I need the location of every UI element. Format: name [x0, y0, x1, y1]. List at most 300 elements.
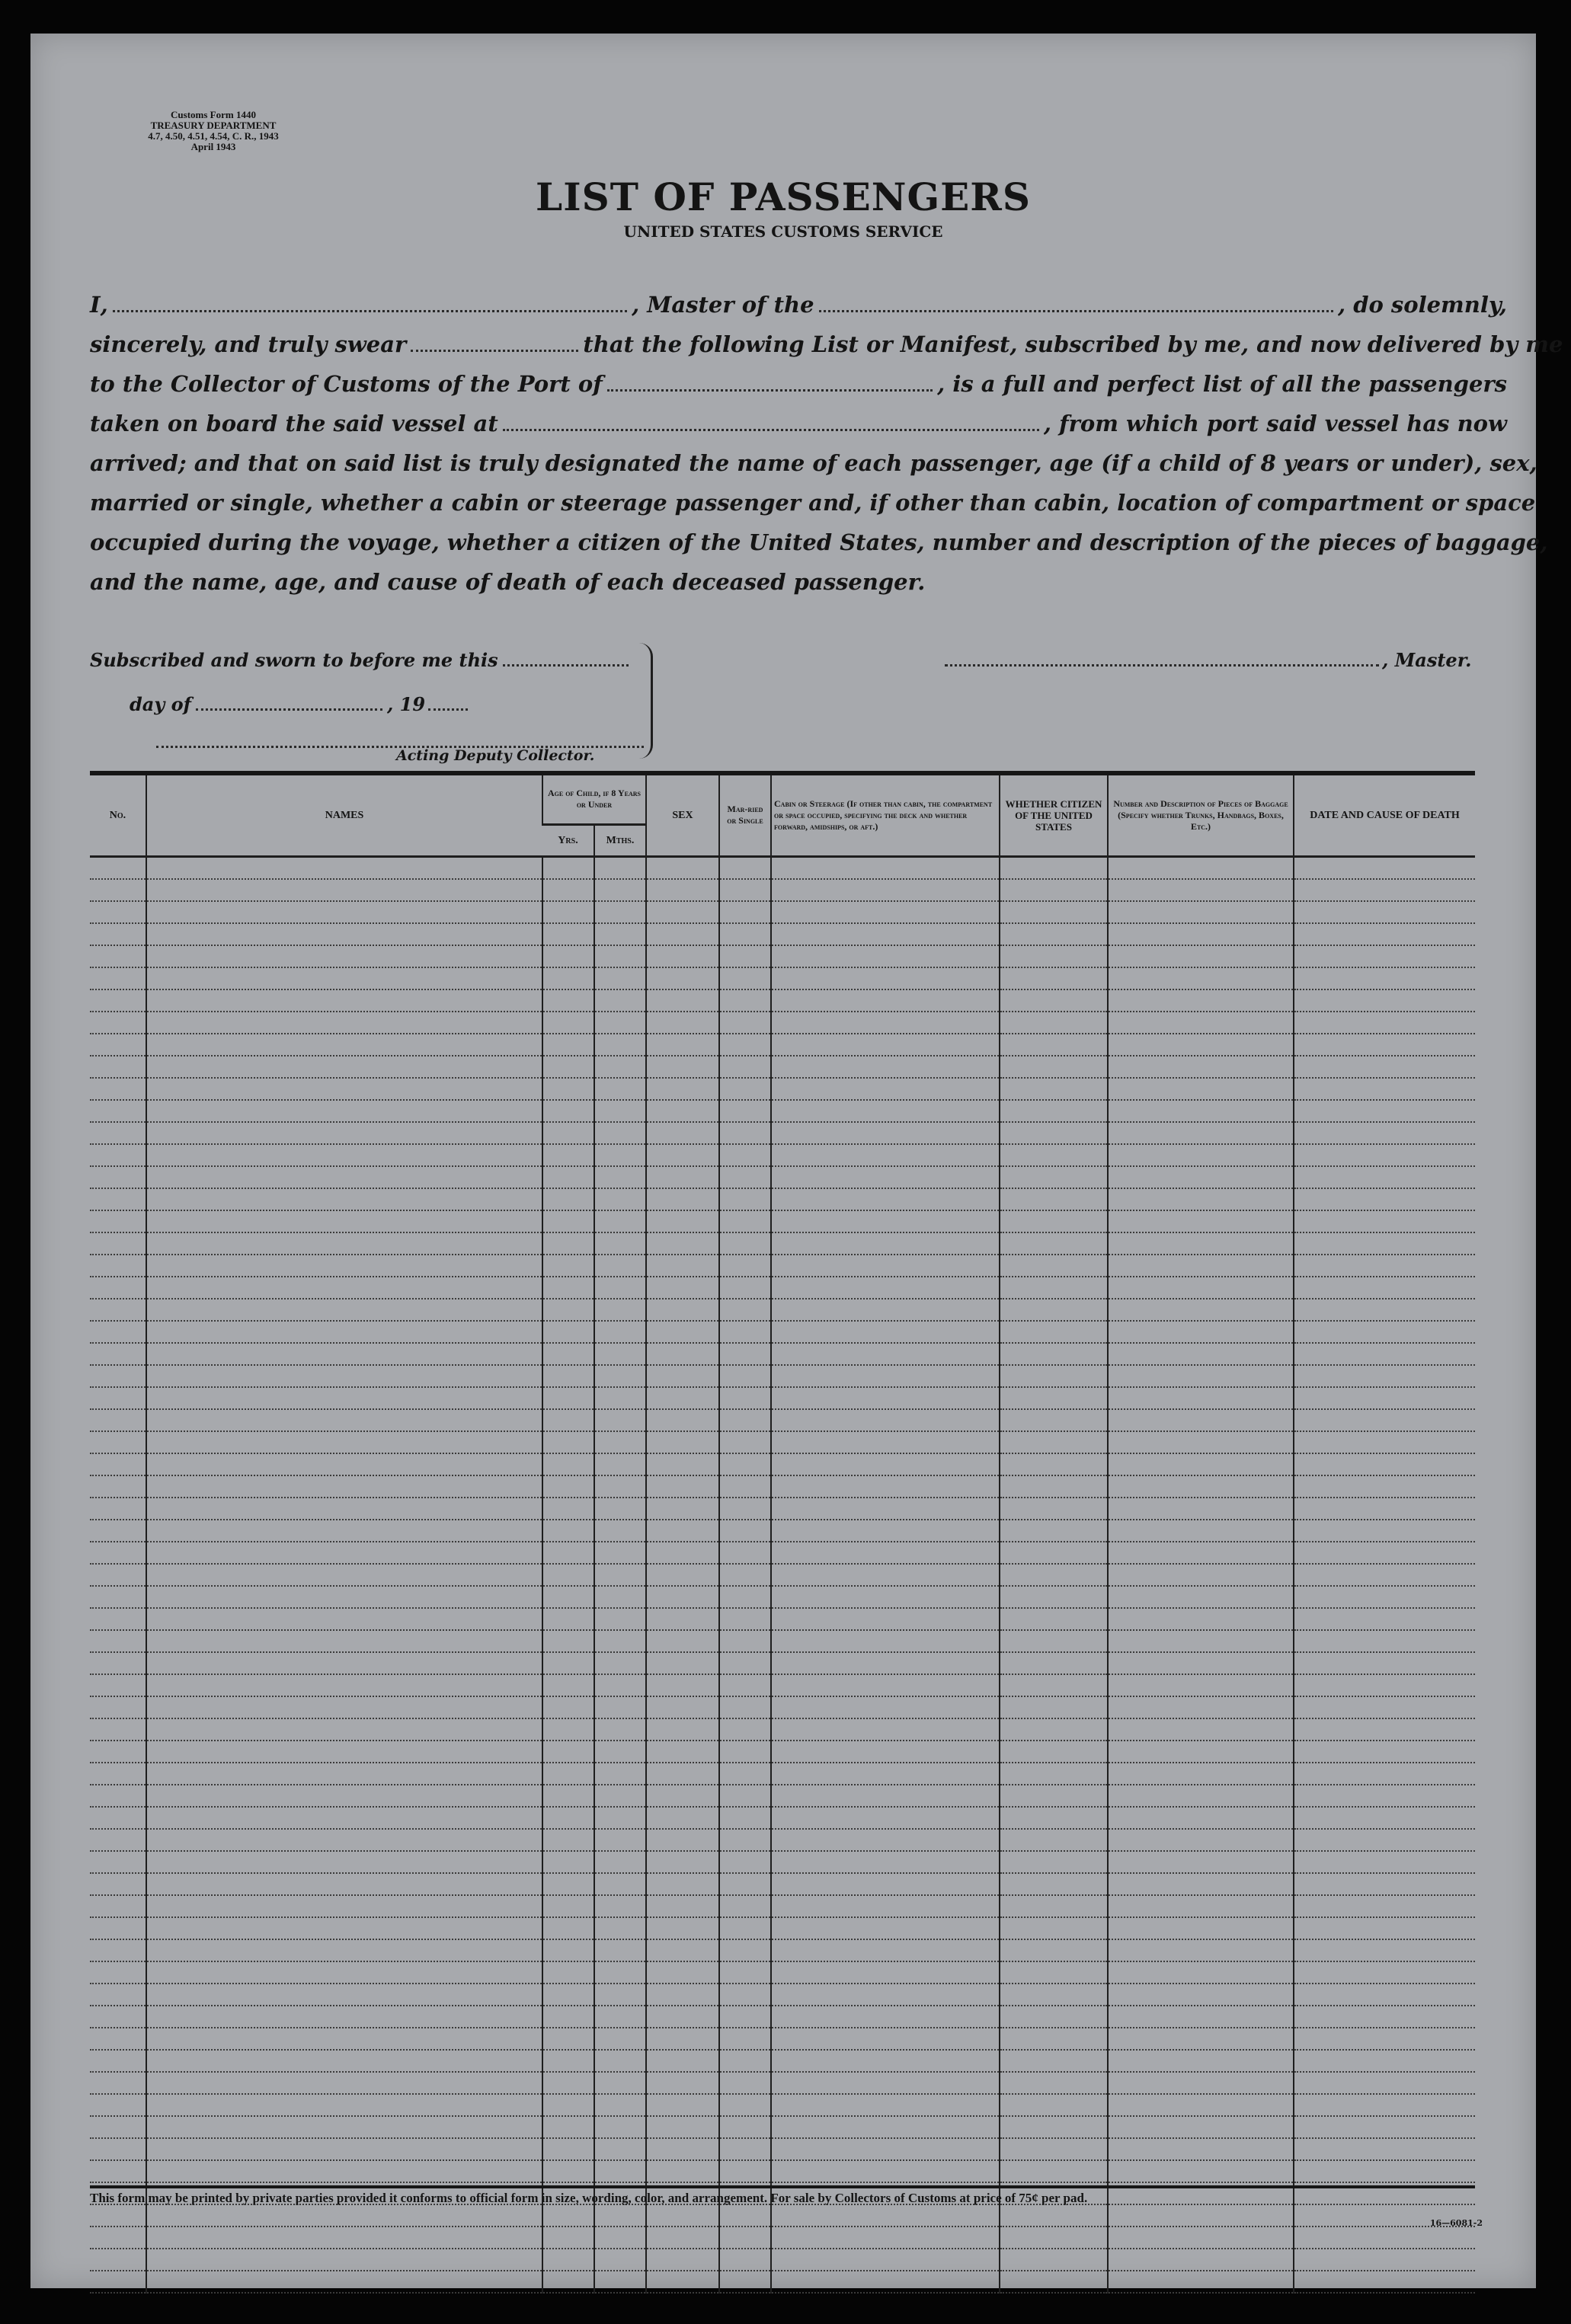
table-cell[interactable] — [146, 2094, 542, 2116]
table-cell[interactable] — [90, 1586, 146, 1608]
table-cell[interactable] — [1294, 1718, 1475, 1741]
table-cell[interactable] — [90, 1630, 146, 1652]
table-cell[interactable] — [1294, 1917, 1475, 1939]
table-cell[interactable] — [594, 1939, 646, 1961]
table-cell[interactable] — [719, 1321, 771, 1343]
table-cell[interactable] — [146, 1564, 542, 1586]
table-cell[interactable] — [146, 1409, 542, 1431]
table-cell[interactable] — [719, 1961, 771, 1984]
table-cell[interactable] — [90, 1277, 146, 1299]
table-cell[interactable] — [646, 1895, 719, 1917]
table-cell[interactable] — [646, 1741, 719, 1763]
table-cell[interactable] — [719, 1851, 771, 1873]
table-cell[interactable] — [90, 1520, 146, 1542]
table-cell[interactable] — [719, 1144, 771, 1166]
table-cell[interactable] — [771, 1873, 1000, 1895]
table-cell[interactable] — [146, 1961, 542, 1984]
table-cell[interactable] — [594, 1961, 646, 1984]
table-cell[interactable] — [90, 1674, 146, 1696]
table-cell[interactable] — [90, 1608, 146, 1630]
table-cell[interactable] — [771, 1475, 1000, 1498]
table-cell[interactable] — [146, 2116, 542, 2138]
table-cell[interactable] — [1108, 945, 1294, 967]
table-cell[interactable] — [1000, 2160, 1108, 2182]
table-cell[interactable] — [146, 1321, 542, 1343]
table-cell[interactable] — [1108, 1652, 1294, 1674]
table-cell[interactable] — [1294, 1343, 1475, 1365]
table-cell[interactable] — [594, 1387, 646, 1409]
table-cell[interactable] — [594, 1232, 646, 1255]
table-cell[interactable] — [542, 1984, 594, 2006]
table-cell[interactable] — [594, 2160, 646, 2182]
table-cell[interactable] — [719, 1984, 771, 2006]
table-cell[interactable] — [594, 1917, 646, 1939]
table-cell[interactable] — [146, 1166, 542, 1188]
table-cell[interactable] — [1294, 1785, 1475, 1807]
table-cell[interactable] — [146, 1608, 542, 1630]
table-cell[interactable] — [719, 1542, 771, 1564]
table-cell[interactable] — [1000, 1674, 1108, 1696]
table-cell[interactable] — [146, 1078, 542, 1100]
table-cell[interactable] — [719, 1034, 771, 1056]
table-cell[interactable] — [771, 1763, 1000, 1785]
table-cell[interactable] — [146, 1829, 542, 1851]
table-cell[interactable] — [771, 1807, 1000, 1829]
table-cell[interactable] — [646, 1453, 719, 1475]
table-cell[interactable] — [146, 1387, 542, 1409]
table-cell[interactable] — [771, 1232, 1000, 1255]
table-cell[interactable] — [771, 2204, 1000, 2227]
table-cell[interactable] — [719, 879, 771, 901]
table-cell[interactable] — [646, 856, 719, 879]
table-cell[interactable] — [1294, 879, 1475, 901]
table-cell[interactable] — [90, 1453, 146, 1475]
table-cell[interactable] — [771, 1718, 1000, 1741]
table-cell[interactable] — [1000, 1056, 1108, 1078]
table-cell[interactable] — [594, 1299, 646, 1321]
table-cell[interactable] — [594, 1696, 646, 1718]
table-cell[interactable] — [646, 1851, 719, 1873]
table-cell[interactable] — [719, 1299, 771, 1321]
table-cell[interactable] — [90, 989, 146, 1012]
table-cell[interactable] — [771, 1520, 1000, 1542]
table-cell[interactable] — [1000, 1939, 1108, 1961]
table-cell[interactable] — [1294, 1056, 1475, 1078]
table-cell[interactable] — [1108, 1255, 1294, 1277]
table-cell[interactable] — [646, 1630, 719, 1652]
table-cell[interactable] — [719, 1520, 771, 1542]
table-cell[interactable] — [90, 1255, 146, 1277]
table-cell[interactable] — [719, 1807, 771, 1829]
table-cell[interactable] — [542, 1078, 594, 1100]
table-cell[interactable] — [646, 1277, 719, 1299]
table-cell[interactable] — [542, 1939, 594, 1961]
table-cell[interactable] — [1000, 1387, 1108, 1409]
table-cell[interactable] — [1000, 1453, 1108, 1475]
table-cell[interactable] — [646, 1034, 719, 1056]
table-cell[interactable] — [1000, 2204, 1108, 2227]
table-cell[interactable] — [646, 1210, 719, 1232]
table-cell[interactable] — [594, 2249, 646, 2271]
table-cell[interactable] — [90, 2116, 146, 2138]
table-cell[interactable] — [1294, 1277, 1475, 1299]
table-cell[interactable] — [542, 2072, 594, 2094]
table-cell[interactable] — [771, 1829, 1000, 1851]
table-cell[interactable] — [646, 1807, 719, 1829]
table-cell[interactable] — [771, 1542, 1000, 1564]
table-cell[interactable] — [1000, 989, 1108, 1012]
table-cell[interactable] — [146, 901, 542, 923]
table-cell[interactable] — [719, 2116, 771, 2138]
table-cell[interactable] — [542, 1807, 594, 1829]
table-cell[interactable] — [90, 1763, 146, 1785]
table-cell[interactable] — [1000, 1917, 1108, 1939]
table-cell[interactable] — [146, 1365, 542, 1387]
table-cell[interactable] — [646, 1299, 719, 1321]
table-cell[interactable] — [542, 1277, 594, 1299]
table-cell[interactable] — [719, 2028, 771, 2050]
table-cell[interactable] — [594, 1365, 646, 1387]
table-cell[interactable] — [542, 2028, 594, 2050]
table-cell[interactable] — [646, 1984, 719, 2006]
table-cell[interactable] — [646, 2116, 719, 2138]
table-cell[interactable] — [146, 2138, 542, 2160]
table-cell[interactable] — [1294, 1210, 1475, 1232]
table-cell[interactable] — [1108, 2271, 1294, 2293]
table-cell[interactable] — [646, 1763, 719, 1785]
table-cell[interactable] — [542, 1608, 594, 1630]
table-cell[interactable] — [90, 2204, 146, 2227]
table-cell[interactable] — [719, 1873, 771, 1895]
table-cell[interactable] — [771, 2116, 1000, 2138]
table-cell[interactable] — [1000, 1652, 1108, 1674]
table-cell[interactable] — [771, 901, 1000, 923]
table-cell[interactable] — [542, 1100, 594, 1122]
table-cell[interactable] — [771, 1984, 1000, 2006]
table-cell[interactable] — [1000, 1630, 1108, 1652]
table-cell[interactable] — [90, 1056, 146, 1078]
table-cell[interactable] — [1294, 1012, 1475, 1034]
port-field[interactable] — [607, 374, 933, 392]
table-cell[interactable] — [1294, 2072, 1475, 2094]
table-cell[interactable] — [771, 1586, 1000, 1608]
table-cell[interactable] — [146, 923, 542, 945]
table-cell[interactable] — [146, 1520, 542, 1542]
table-cell[interactable] — [542, 2094, 594, 2116]
table-cell[interactable] — [719, 1895, 771, 1917]
table-cell[interactable] — [1294, 2227, 1475, 2249]
table-cell[interactable] — [542, 2160, 594, 2182]
table-cell[interactable] — [1000, 967, 1108, 989]
table-cell[interactable] — [1108, 1696, 1294, 1718]
table-cell[interactable] — [771, 1299, 1000, 1321]
table-cell[interactable] — [771, 2028, 1000, 2050]
table-cell[interactable] — [542, 1696, 594, 1718]
table-cell[interactable] — [1108, 1409, 1294, 1431]
table-cell[interactable] — [1108, 1542, 1294, 1564]
table-cell[interactable] — [1000, 1741, 1108, 1763]
table-cell[interactable] — [1000, 901, 1108, 923]
table-cell[interactable] — [1000, 2028, 1108, 2050]
table-cell[interactable] — [719, 1564, 771, 1586]
table-cell[interactable] — [594, 1718, 646, 1741]
table-cell[interactable] — [771, 2271, 1000, 2293]
table-cell[interactable] — [771, 1851, 1000, 1873]
table-cell[interactable] — [719, 1409, 771, 1431]
table-cell[interactable] — [594, 1542, 646, 1564]
table-cell[interactable] — [1294, 1873, 1475, 1895]
table-cell[interactable] — [146, 1917, 542, 1939]
table-cell[interactable] — [771, 1012, 1000, 1034]
table-cell[interactable] — [1000, 2094, 1108, 2116]
table-cell[interactable] — [542, 1232, 594, 1255]
table-cell[interactable] — [90, 1012, 146, 1034]
table-cell[interactable] — [1108, 1763, 1294, 1785]
table-cell[interactable] — [90, 2006, 146, 2028]
table-cell[interactable] — [146, 1630, 542, 1652]
table-cell[interactable] — [1108, 1431, 1294, 1453]
table-cell[interactable] — [90, 1851, 146, 1873]
table-cell[interactable] — [771, 1961, 1000, 1984]
table-cell[interactable] — [146, 1807, 542, 1829]
table-cell[interactable] — [594, 1210, 646, 1232]
table-cell[interactable] — [594, 989, 646, 1012]
table-cell[interactable] — [1108, 2050, 1294, 2072]
table-cell[interactable] — [771, 1321, 1000, 1343]
table-cell[interactable] — [90, 1652, 146, 1674]
table-cell[interactable] — [542, 879, 594, 901]
table-cell[interactable] — [90, 1365, 146, 1387]
table-cell[interactable] — [146, 2271, 542, 2293]
table-cell[interactable] — [1294, 2160, 1475, 2182]
table-cell[interactable] — [90, 1409, 146, 1431]
month-field[interactable] — [196, 693, 382, 711]
master-name-field[interactable] — [113, 295, 627, 312]
table-cell[interactable] — [594, 1741, 646, 1763]
table-cell[interactable] — [542, 1829, 594, 1851]
table-cell[interactable] — [646, 1475, 719, 1498]
table-cell[interactable] — [1294, 1520, 1475, 1542]
table-cell[interactable] — [1294, 2116, 1475, 2138]
table-cell[interactable] — [1294, 967, 1475, 989]
table-cell[interactable] — [1294, 1763, 1475, 1785]
table-cell[interactable] — [719, 2072, 771, 2094]
table-cell[interactable] — [646, 2072, 719, 2094]
table-cell[interactable] — [1108, 989, 1294, 1012]
table-cell[interactable] — [719, 2138, 771, 2160]
table-cell[interactable] — [594, 1034, 646, 1056]
table-cell[interactable] — [1294, 1122, 1475, 1144]
table-cell[interactable] — [90, 1873, 146, 1895]
table-cell[interactable] — [90, 879, 146, 901]
table-cell[interactable] — [90, 2138, 146, 2160]
table-cell[interactable] — [594, 1652, 646, 1674]
table-cell[interactable] — [542, 1321, 594, 1343]
table-cell[interactable] — [719, 2227, 771, 2249]
table-cell[interactable] — [771, 2249, 1000, 2271]
table-cell[interactable] — [771, 2138, 1000, 2160]
table-cell[interactable] — [90, 2028, 146, 2050]
table-cell[interactable] — [146, 1453, 542, 1475]
table-cell[interactable] — [146, 1210, 542, 1232]
table-cell[interactable] — [1000, 1542, 1108, 1564]
table-cell[interactable] — [594, 1343, 646, 1365]
table-cell[interactable] — [146, 1873, 542, 1895]
table-cell[interactable] — [1294, 1100, 1475, 1122]
table-cell[interactable] — [542, 2050, 594, 2072]
table-cell[interactable] — [719, 1232, 771, 1255]
table-cell[interactable] — [719, 2006, 771, 2028]
table-cell[interactable] — [771, 989, 1000, 1012]
table-cell[interactable] — [646, 2138, 719, 2160]
table-cell[interactable] — [146, 2072, 542, 2094]
table-cell[interactable] — [594, 2271, 646, 2293]
table-cell[interactable] — [1108, 1343, 1294, 1365]
table-cell[interactable] — [90, 967, 146, 989]
table-cell[interactable] — [542, 1144, 594, 1166]
table-cell[interactable] — [1294, 1939, 1475, 1961]
table-cell[interactable] — [1108, 2028, 1294, 2050]
table-cell[interactable] — [646, 1608, 719, 1630]
table-cell[interactable] — [542, 1520, 594, 1542]
table-cell[interactable] — [542, 1895, 594, 1917]
table-cell[interactable] — [1000, 1807, 1108, 1829]
table-cell[interactable] — [771, 1674, 1000, 1696]
table-cell[interactable] — [594, 1277, 646, 1299]
table-cell[interactable] — [146, 2006, 542, 2028]
table-cell[interactable] — [646, 1652, 719, 1674]
table-cell[interactable] — [146, 1939, 542, 1961]
table-cell[interactable] — [719, 1100, 771, 1122]
table-cell[interactable] — [542, 1056, 594, 1078]
table-cell[interactable] — [771, 879, 1000, 901]
table-cell[interactable] — [1000, 1144, 1108, 1166]
table-cell[interactable] — [1294, 1365, 1475, 1387]
table-cell[interactable] — [1108, 1188, 1294, 1210]
table-cell[interactable] — [646, 1100, 719, 1122]
table-cell[interactable] — [1108, 856, 1294, 879]
table-cell[interactable] — [90, 945, 146, 967]
table-cell[interactable] — [1294, 1255, 1475, 1277]
table-cell[interactable] — [719, 1763, 771, 1785]
table-cell[interactable] — [542, 901, 594, 923]
table-cell[interactable] — [646, 1917, 719, 1939]
table-cell[interactable] — [594, 1895, 646, 1917]
table-cell[interactable] — [646, 879, 719, 901]
table-cell[interactable] — [146, 1299, 542, 1321]
table-cell[interactable] — [1000, 1034, 1108, 1056]
table-cell[interactable] — [1108, 901, 1294, 923]
table-cell[interactable] — [1108, 1387, 1294, 1409]
table-cell[interactable] — [146, 1475, 542, 1498]
table-cell[interactable] — [1000, 1343, 1108, 1365]
table-cell[interactable] — [594, 2006, 646, 2028]
table-cell[interactable] — [594, 1564, 646, 1586]
table-cell[interactable] — [719, 2050, 771, 2072]
table-cell[interactable] — [646, 2249, 719, 2271]
table-cell[interactable] — [646, 2094, 719, 2116]
table-cell[interactable] — [1000, 1166, 1108, 1188]
table-cell[interactable] — [1294, 1034, 1475, 1056]
table-cell[interactable] — [542, 1785, 594, 1807]
table-cell[interactable] — [90, 2094, 146, 2116]
table-cell[interactable] — [146, 1741, 542, 1763]
table-cell[interactable] — [594, 1807, 646, 1829]
table-cell[interactable] — [542, 2116, 594, 2138]
table-cell[interactable] — [719, 1829, 771, 1851]
table-cell[interactable] — [1294, 1608, 1475, 1630]
table-cell[interactable] — [594, 1078, 646, 1100]
table-cell[interactable] — [542, 2006, 594, 2028]
table-cell[interactable] — [1108, 1012, 1294, 1034]
table-cell[interactable] — [146, 1277, 542, 1299]
table-cell[interactable] — [1294, 1696, 1475, 1718]
table-cell[interactable] — [542, 1122, 594, 1144]
table-cell[interactable] — [646, 1056, 719, 1078]
table-cell[interactable] — [1000, 1100, 1108, 1122]
table-cell[interactable] — [771, 1387, 1000, 1409]
table-cell[interactable] — [594, 945, 646, 967]
table-cell[interactable] — [594, 1984, 646, 2006]
table-cell[interactable] — [771, 1630, 1000, 1652]
table-cell[interactable] — [719, 1785, 771, 1807]
table-cell[interactable] — [719, 1586, 771, 1608]
table-cell[interactable] — [1294, 945, 1475, 967]
table-cell[interactable] — [1000, 1586, 1108, 1608]
table-cell[interactable] — [1108, 1608, 1294, 1630]
table-cell[interactable] — [1294, 1144, 1475, 1166]
table-cell[interactable] — [1294, 1188, 1475, 1210]
table-cell[interactable] — [646, 1873, 719, 1895]
table-cell[interactable] — [771, 923, 1000, 945]
table-cell[interactable] — [719, 901, 771, 923]
table-cell[interactable] — [1000, 1188, 1108, 1210]
table-cell[interactable] — [146, 1144, 542, 1166]
table-cell[interactable] — [1000, 2271, 1108, 2293]
table-cell[interactable] — [719, 1188, 771, 1210]
table-cell[interactable] — [1108, 2072, 1294, 2094]
table-cell[interactable] — [146, 856, 542, 879]
table-cell[interactable] — [90, 1917, 146, 1939]
table-cell[interactable] — [719, 1012, 771, 1034]
table-cell[interactable] — [542, 1564, 594, 1586]
table-cell[interactable] — [1108, 2160, 1294, 2182]
table-cell[interactable] — [542, 989, 594, 1012]
table-cell[interactable] — [146, 2050, 542, 2072]
table-cell[interactable] — [1294, 1431, 1475, 1453]
table-cell[interactable] — [90, 1939, 146, 1961]
table-cell[interactable] — [1108, 2227, 1294, 2249]
table-cell[interactable] — [719, 1696, 771, 1718]
table-cell[interactable] — [1108, 1984, 1294, 2006]
table-cell[interactable] — [719, 1475, 771, 1498]
table-cell[interactable] — [594, 1630, 646, 1652]
table-cell[interactable] — [1294, 2138, 1475, 2160]
table-cell[interactable] — [646, 1232, 719, 1255]
table-cell[interactable] — [90, 1343, 146, 1365]
table-cell[interactable] — [1108, 1718, 1294, 1741]
table-cell[interactable] — [1294, 1475, 1475, 1498]
table-cell[interactable] — [90, 2227, 146, 2249]
table-cell[interactable] — [719, 989, 771, 1012]
table-cell[interactable] — [146, 1188, 542, 1210]
table-cell[interactable] — [594, 1166, 646, 1188]
table-cell[interactable] — [146, 989, 542, 1012]
table-cell[interactable] — [146, 1056, 542, 1078]
table-cell[interactable] — [594, 1873, 646, 1895]
table-cell[interactable] — [771, 1564, 1000, 1586]
table-cell[interactable] — [646, 1542, 719, 1564]
